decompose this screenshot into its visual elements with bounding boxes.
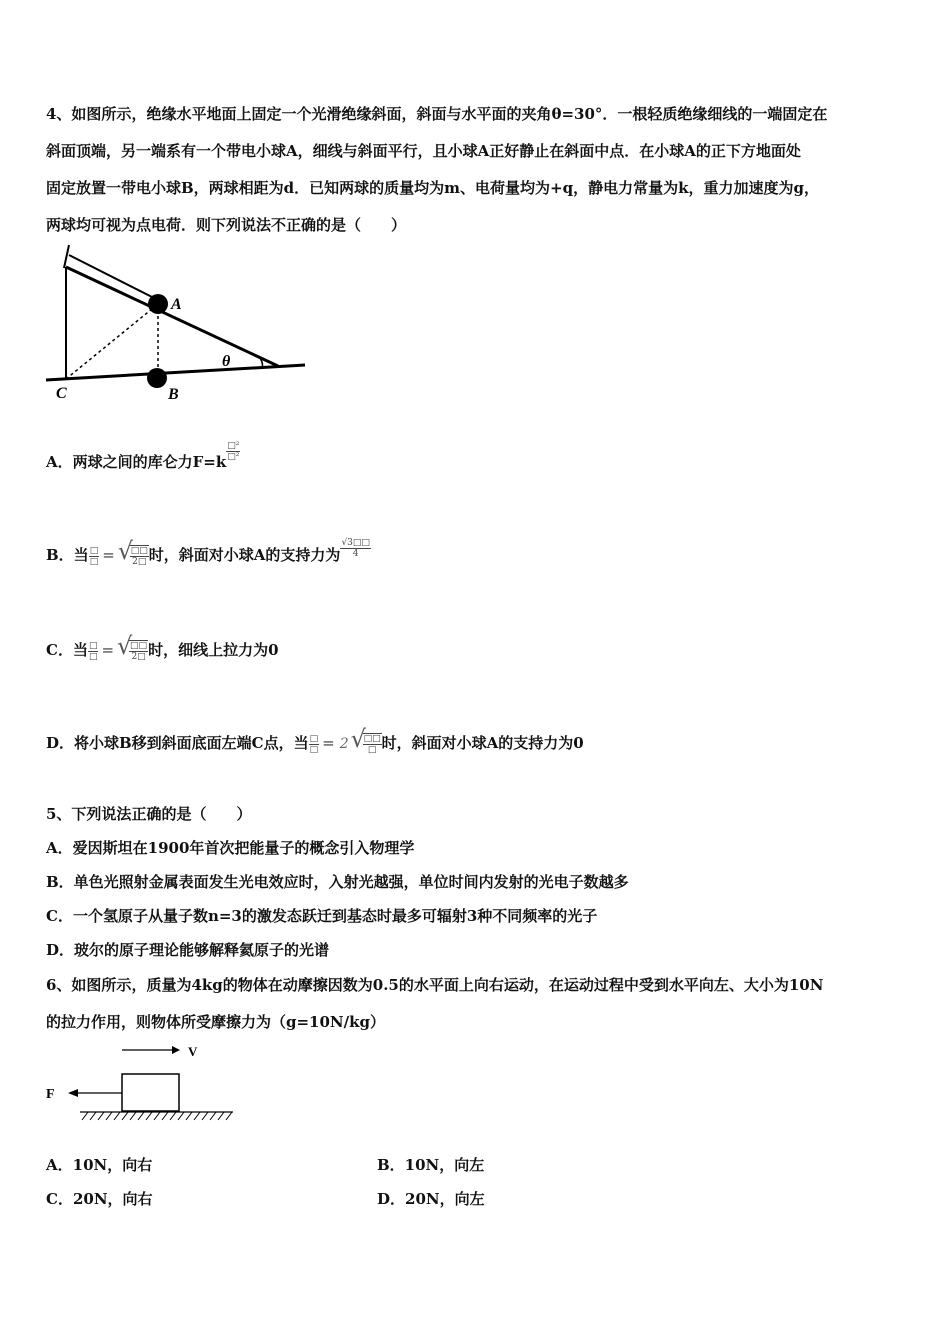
- q4-option-c-prefix: C．当: [46, 641, 88, 659]
- q6-option-c: C．20N，向右: [46, 1190, 153, 1208]
- label-v: V: [188, 1044, 198, 1059]
- q4-option-b-prefix: B．当: [46, 546, 89, 564]
- q4-stem-line-3: 固定放置一带电小球B，两球相距为d．已知两球的质量均为m、电荷量均为+q，静电力常量为k，重力加速度为g，: [46, 179, 819, 197]
- label-c: C: [56, 385, 67, 402]
- option-b-answer-fraction: [340, 538, 370, 559]
- q4-incline-figure: [40, 240, 315, 405]
- option-d-coefficient: 2: [339, 736, 349, 752]
- option-c-root-den: 2□: [131, 652, 146, 662]
- label-theta: θ: [222, 353, 231, 370]
- option-c-sqrt: √ $\frac{□□}{2□}$: [117, 632, 148, 662]
- coulomb-num: □²: [227, 440, 240, 451]
- q5-stem: 5、下列说法正确的是（ ）: [46, 805, 252, 823]
- q4-option-a-text: A．两球之间的库仑力F=k: [46, 453, 227, 471]
- option-c-frac-den: □: [88, 651, 98, 662]
- q5-option-d: D．玻尔的原子理论能够解释氦原子的光谱: [46, 941, 330, 959]
- ball-a: [148, 294, 168, 314]
- q6-stem-line-2: 的拉力作用，则物体所受摩擦力为（g=10N/kg）: [46, 1013, 386, 1031]
- option-b-frac-den: □: [89, 556, 99, 567]
- option-b-ans-num: √3□□: [341, 537, 370, 548]
- q4-stem-line-2: 斜面顶端，另一端系有一个带电小球A，细线与斜面平行，且小球A正好静止在斜面中点．在小球A的正下方地面处: [46, 142, 801, 160]
- label-f: F: [46, 1087, 55, 1102]
- option-c-fraction: [88, 641, 99, 662]
- label-b: B: [168, 386, 179, 403]
- option-c-root-num: □□: [130, 641, 148, 651]
- q4-stem-line-1: 4、如图所示，绝缘水平地面上固定一个光滑绝缘斜面，斜面与水平面的夹角θ=30°．一根轻质绝缘细线的一端固定在: [46, 105, 828, 123]
- q4-option-d-mid: 时，斜面对小球A的支持力为0: [381, 734, 584, 752]
- label-a: A: [171, 296, 182, 313]
- coulomb-den: □²: [227, 451, 240, 462]
- coulomb-fraction: [226, 441, 240, 462]
- q4-option-a: [46, 440, 240, 474]
- option-b-ans-den: 4: [352, 548, 359, 559]
- option-d-sqrt: √ $\frac{□□}{□}$: [350, 725, 381, 755]
- q5-option-c: C．一个氢原子从量子数n=3的激发态跃迁到基态时最多可辐射3种不同频率的光子: [46, 907, 598, 925]
- option-b-fraction: [89, 546, 100, 567]
- q6-option-d: D．20N，向左: [377, 1190, 485, 1208]
- option-c-equals: =: [101, 641, 115, 659]
- option-c-frac-num: □: [88, 640, 98, 651]
- option-d-frac-den: □: [309, 744, 319, 755]
- q4-option-d: [46, 725, 584, 755]
- q6-stem-line-1: 6、如图所示，质量为4kg的物体在动摩擦因数为0.5的水平面上向右运动，在运动过程中受到水平向左、大小为10N: [46, 976, 824, 994]
- q5-option-b: B．单色光照射金属表面发生光电效应时，入射光越强，单位时间内发射的光电子数越多: [46, 873, 629, 891]
- option-b-root-num: □□: [130, 546, 148, 556]
- option-d-fraction: [309, 734, 320, 755]
- ball-b: [147, 368, 167, 388]
- option-b-sqrt: √ $\frac{□□}{2□}$: [117, 537, 148, 567]
- q5-option-a: A．爱因斯坦在1900年首次把能量子的概念引入物理学: [46, 839, 415, 857]
- option-d-frac-num: □: [309, 733, 319, 744]
- ground-hatching: [82, 1112, 232, 1120]
- q4-option-b-mid: 时，斜面对小球A的支持力为: [148, 546, 341, 564]
- q6-block-figure: [40, 1040, 240, 1130]
- option-b-root-den: 2□: [132, 557, 147, 567]
- option-d-root-num: □□: [363, 734, 381, 744]
- q4-option-c: [46, 632, 279, 662]
- q6-option-a: A．10N，向右: [46, 1156, 153, 1174]
- option-b-frac-num: □: [89, 545, 99, 556]
- q4-stem-line-4: 两球均可视为点电荷．则下列说法不正确的是（ ）: [46, 216, 407, 234]
- option-d-root-den: □: [367, 745, 377, 755]
- option-b-equals: =: [102, 546, 115, 564]
- q4-option-d-prefix: D．将小球B移到斜面底面左端C点，当: [46, 734, 309, 752]
- q4-option-c-mid: 时，细线上拉力为0: [148, 641, 279, 659]
- q6-option-b: B．10N，向左: [377, 1156, 485, 1174]
- option-d-equals: =: [322, 734, 335, 752]
- q4-option-b: [46, 537, 371, 567]
- block: [122, 1074, 179, 1111]
